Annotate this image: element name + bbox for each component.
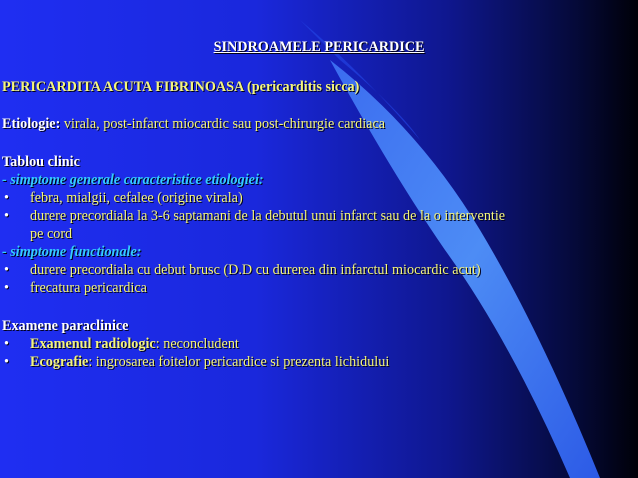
bullet-icon: •	[4, 280, 9, 296]
bullet-icon: •	[4, 354, 9, 370]
functional-item-2: frecatura pericardica	[30, 280, 147, 296]
general-symptoms-heading: - simptome generale caracteristice etiologiei:	[2, 172, 264, 188]
examene-heading: Examene paraclinice	[2, 318, 129, 334]
general-item-2-continued: pe cord	[30, 226, 73, 242]
examene-item-1-text: : neconcludent	[155, 336, 239, 352]
bullet-icon: •	[4, 208, 9, 224]
slide-subtitle: PERICARDITA ACUTA FIBRINOASA (pericarditis sicca)	[2, 79, 360, 95]
functional-symptoms-heading: - simptome functionale:	[2, 244, 142, 260]
etiologie-text: virala, post-infarct miocardic sau post-chirurgie cardiaca	[60, 116, 386, 132]
general-item-1: febra, mialgii, cefalee (origine virala)	[30, 190, 243, 206]
examene-item-1	[30, 336, 239, 354]
tablou-heading: Tablou clinic	[2, 154, 80, 170]
slide-title: SINDROAMELE PERICARDICE	[213, 39, 425, 55]
examene-item-2-label: Ecografie	[30, 354, 89, 370]
bullet-icon: •	[4, 262, 9, 278]
etiologie-label: Etiologie:	[2, 116, 61, 132]
bullet-icon: •	[4, 190, 9, 206]
general-item-2: durere precordiala la 3-6 saptamani de la debutul unui infarct sau de la o interventie	[30, 208, 506, 224]
bullet-icon: •	[4, 336, 9, 352]
examene-item-2-text: : ingrosarea foitelor pericardice si prezenta lichidului	[88, 354, 390, 370]
examene-item-1-label: Examenul radiologic	[30, 336, 156, 352]
functional-item-1: durere precordiala cu debut brusc (D.D cu durerea din infarctul miocardic acut)	[30, 262, 481, 278]
etiologie-line	[2, 116, 385, 134]
examene-item-2	[30, 354, 389, 372]
